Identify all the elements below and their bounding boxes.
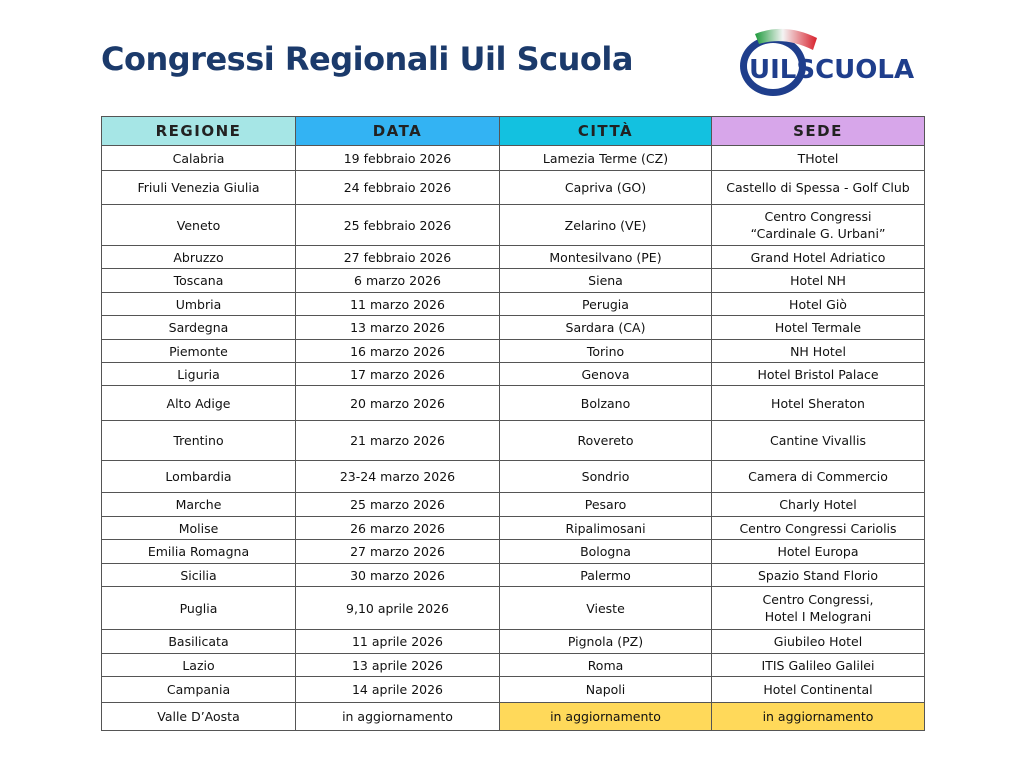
cell-regione: Lazio xyxy=(102,654,296,677)
header-sede: SEDE xyxy=(712,117,925,146)
cell-citta: Torino xyxy=(500,340,712,363)
sede-line: in aggiornamento xyxy=(762,709,874,724)
header-data: DATA xyxy=(296,117,500,146)
sede-line: Hotel Bristol Palace xyxy=(757,366,879,382)
cell-regione: Trentino xyxy=(102,421,296,461)
cell-data: 25 marzo 2026 xyxy=(296,493,500,517)
cell-data: 9,10 aprile 2026 xyxy=(296,587,500,630)
cell-citta: in aggiornamento xyxy=(500,703,712,731)
uil-scuola-logo-icon xyxy=(735,26,925,102)
sede-line: Hotel Continental xyxy=(763,682,873,697)
cell-sede xyxy=(712,316,925,340)
table-row xyxy=(102,703,925,731)
table-row xyxy=(102,564,925,587)
cell-regione: Campania xyxy=(102,677,296,703)
sede-line: Hotel Giò xyxy=(789,296,847,312)
table-row xyxy=(102,340,925,363)
cell-citta: Montesilvano (PE) xyxy=(500,246,712,269)
cell-data: 13 aprile 2026 xyxy=(296,654,500,677)
cell-citta: Capriva (GO) xyxy=(500,171,712,205)
cell-citta: Sardara (CA) xyxy=(500,316,712,340)
cell-sede xyxy=(712,517,925,540)
cell-citta: Perugia xyxy=(500,293,712,316)
cell-citta: Rovereto xyxy=(500,421,712,461)
table-row xyxy=(102,654,925,677)
cell-citta: Vieste xyxy=(500,587,712,630)
sede-line: Giubileo Hotel xyxy=(773,634,863,649)
cell-sede xyxy=(712,654,925,677)
sede-line: Hotel NH xyxy=(790,273,846,288)
sede-line: Spazio Stand Florio xyxy=(757,567,879,583)
header-citta: CITTÀ xyxy=(500,117,712,146)
cell-sede xyxy=(712,146,925,171)
cell-regione: Basilicata xyxy=(102,630,296,654)
cell-citta: Genova xyxy=(500,363,712,386)
table-row xyxy=(102,171,925,205)
table-row xyxy=(102,677,925,703)
sede-line: Camera di Commercio xyxy=(748,469,888,484)
cell-citta: Zelarino (VE) xyxy=(500,205,712,246)
sede-line: Centro Congressi Cariolis xyxy=(739,520,897,536)
cell-citta: Ripalimosani xyxy=(500,517,712,540)
cell-data: 14 aprile 2026 xyxy=(296,677,500,703)
cell-regione: Abruzzo xyxy=(102,246,296,269)
header-row xyxy=(102,117,925,146)
cell-sede xyxy=(712,630,925,654)
cell-data: 6 marzo 2026 xyxy=(296,269,500,293)
sede-line: Hotel Europa xyxy=(777,544,859,559)
table-row xyxy=(102,269,925,293)
table-row xyxy=(102,316,925,340)
cell-sede xyxy=(712,421,925,461)
table-row xyxy=(102,493,925,517)
cell-data: 20 marzo 2026 xyxy=(296,386,500,421)
congressi-table xyxy=(101,116,925,731)
cell-citta: Roma xyxy=(500,654,712,677)
sede-line: Hotel Sheraton xyxy=(771,395,865,411)
cell-regione: Molise xyxy=(102,517,296,540)
table-row xyxy=(102,421,925,461)
cell-sede xyxy=(712,205,925,246)
uil-scuola-logo xyxy=(735,26,925,102)
sede-line: ITIS Galileo Galilei xyxy=(761,657,875,673)
cell-data: 16 marzo 2026 xyxy=(296,340,500,363)
cell-sede xyxy=(712,340,925,363)
cell-regione: Veneto xyxy=(102,205,296,246)
cell-data: 17 marzo 2026 xyxy=(296,363,500,386)
cell-sede xyxy=(712,171,925,205)
cell-citta: Pignola (PZ) xyxy=(500,630,712,654)
cell-citta: Sondrio xyxy=(500,461,712,493)
cell-regione: Calabria xyxy=(102,146,296,171)
cell-data: 23-24 marzo 2026 xyxy=(296,461,500,493)
logo-text: UILSCUOLA xyxy=(749,55,915,85)
cell-citta: Bologna xyxy=(500,540,712,564)
cell-sede xyxy=(712,703,925,731)
table-row xyxy=(102,461,925,493)
cell-sede xyxy=(712,677,925,703)
cell-regione: Marche xyxy=(102,493,296,517)
cell-regione: Sardegna xyxy=(102,316,296,340)
cell-sede xyxy=(712,493,925,517)
sede-line: Hotel Termale xyxy=(774,320,862,335)
table-row xyxy=(102,517,925,540)
cell-regione: Piemonte xyxy=(102,340,296,363)
table-row xyxy=(102,386,925,421)
sede-line: Castello di Spessa - Golf Club xyxy=(726,180,910,195)
cell-regione: Puglia xyxy=(102,587,296,630)
cell-sede xyxy=(712,540,925,564)
cell-data: 13 marzo 2026 xyxy=(296,316,500,340)
sede-line: Cantine Vivallis xyxy=(769,433,866,448)
sede-line: Charly Hotel xyxy=(779,497,857,512)
cell-data: 24 febbraio 2026 xyxy=(296,171,500,205)
sede-line: Centro Congressi, xyxy=(762,592,874,607)
cell-data: 11 aprile 2026 xyxy=(296,630,500,654)
sede-line: Centro Congressi xyxy=(764,209,872,224)
cell-citta: Lamezia Terme (CZ) xyxy=(500,146,712,171)
cell-citta: Pesaro xyxy=(500,493,712,517)
cell-data: 25 febbraio 2026 xyxy=(296,205,500,246)
cell-data: 30 marzo 2026 xyxy=(296,564,500,587)
cell-citta: Napoli xyxy=(500,677,712,703)
cell-sede xyxy=(712,363,925,386)
cell-sede xyxy=(712,564,925,587)
cell-regione: Friuli Venezia Giulia xyxy=(102,171,296,205)
sede-line: NH Hotel xyxy=(790,343,846,359)
cell-sede xyxy=(712,386,925,421)
cell-citta: Palermo xyxy=(500,564,712,587)
cell-sede xyxy=(712,246,925,269)
cell-sede xyxy=(712,587,925,630)
table-row xyxy=(102,205,925,246)
table-row xyxy=(102,540,925,564)
cell-data: 21 marzo 2026 xyxy=(296,421,500,461)
cell-regione: Lombardia xyxy=(102,461,296,493)
cell-regione: Umbria xyxy=(102,293,296,316)
cell-data: 27 marzo 2026 xyxy=(296,540,500,564)
cell-data: in aggiornamento xyxy=(296,703,500,731)
cell-regione: Sicilia xyxy=(102,564,296,587)
cell-data: 26 marzo 2026 xyxy=(296,517,500,540)
table-row xyxy=(102,246,925,269)
sede-line: THotel xyxy=(797,150,839,166)
cell-citta: Bolzano xyxy=(500,386,712,421)
cell-sede xyxy=(712,269,925,293)
header-regione: REGIONE xyxy=(102,117,296,146)
cell-sede xyxy=(712,461,925,493)
cell-regione: Toscana xyxy=(102,269,296,293)
cell-data: 11 marzo 2026 xyxy=(296,293,500,316)
table-row xyxy=(102,146,925,171)
cell-regione: Liguria xyxy=(102,363,296,386)
table-row xyxy=(102,587,925,630)
table-row xyxy=(102,363,925,386)
cell-sede xyxy=(712,293,925,316)
cell-data: 27 febbraio 2026 xyxy=(296,246,500,269)
sede-line: Hotel I Melograni xyxy=(764,609,872,624)
table-row xyxy=(102,630,925,654)
cell-citta: Siena xyxy=(500,269,712,293)
cell-data: 19 febbraio 2026 xyxy=(296,146,500,171)
table-row xyxy=(102,293,925,316)
cell-regione: Emilia Romagna xyxy=(102,540,296,564)
sede-line: Grand Hotel Adriatico xyxy=(750,249,886,265)
cell-regione: Valle D’Aosta xyxy=(102,703,296,731)
page-title: Congressi Regionali Uil Scuola xyxy=(101,40,633,78)
sede-line: “Cardinale G. Urbani” xyxy=(750,226,886,241)
cell-regione: Alto Adige xyxy=(102,386,296,421)
